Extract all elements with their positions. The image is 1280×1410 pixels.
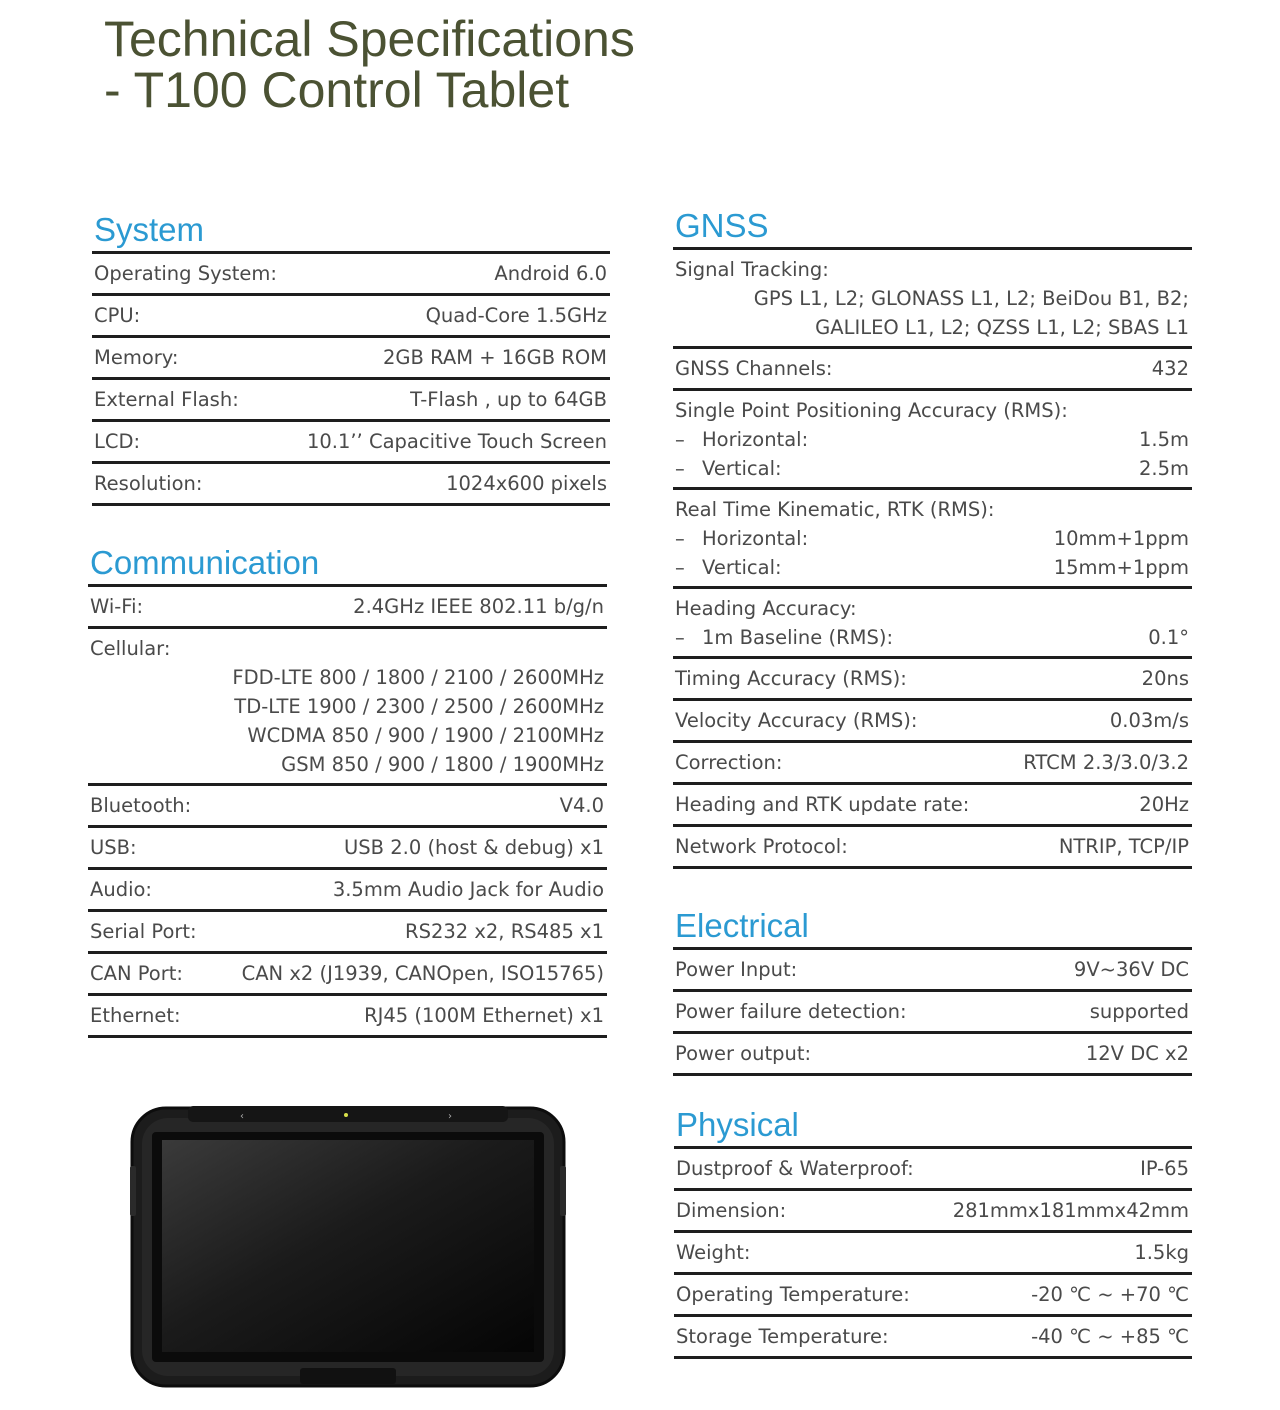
- spec-row: [92, 380, 610, 422]
- dash-marker: –: [675, 556, 685, 579]
- spec-label: Dimension:: [676, 1199, 787, 1222]
- spec-value: 0.1°: [1148, 626, 1189, 649]
- spec-label: Resolution:: [94, 472, 203, 495]
- spec-row: [92, 296, 610, 338]
- spec-value: 20Hz: [1139, 793, 1189, 816]
- spec-label: Bluetooth:: [90, 794, 192, 817]
- gnss-section: [673, 205, 1192, 869]
- spec-value: 20ns: [1141, 667, 1189, 690]
- electrical-section: [673, 905, 1192, 1076]
- spec-row: [88, 912, 607, 954]
- spec-row: [673, 701, 1192, 743]
- spec-value: 9V~36V DC: [1073, 958, 1189, 981]
- spec-row-spp: [673, 391, 1192, 490]
- spec-value: Android 6.0: [494, 262, 607, 285]
- spec-value: -20 ℃ ~ +70 ℃: [1031, 1283, 1189, 1306]
- spec-value-line: GSM 850 / 900 / 1800 / 1900MHz: [281, 753, 604, 776]
- spec-label: Heading and RTK update rate:: [675, 793, 970, 816]
- electrical-heading: Electrical: [673, 905, 1192, 950]
- spec-row: [674, 1233, 1192, 1275]
- spec-value: 12V DC x2: [1085, 1042, 1189, 1065]
- spec-label: Single Point Positioning Accuracy (RMS):: [675, 399, 1068, 422]
- spec-value: RTCM 2.3/3.0/3.2: [1023, 751, 1189, 774]
- spec-label: Weight:: [676, 1241, 751, 1264]
- spec-row: [674, 1191, 1192, 1233]
- spec-label: Network Protocol:: [675, 835, 848, 858]
- spec-row: [88, 954, 607, 996]
- spec-sub-label: Vertical:: [702, 556, 782, 579]
- spec-row: [92, 254, 610, 296]
- spec-row: [673, 1034, 1192, 1076]
- spec-value: 3.5mm Audio Jack for Audio: [332, 878, 604, 901]
- physical-section: [674, 1104, 1192, 1359]
- spec-row: [673, 659, 1192, 701]
- page-title-line1: Technical Specifications: [104, 11, 635, 67]
- spec-label: Heading Accuracy:: [675, 597, 857, 620]
- spec-value: RS232 x2, RS485 x1: [405, 920, 604, 943]
- spec-row: [673, 992, 1192, 1034]
- system-rows: [92, 254, 610, 506]
- spec-value: 10.1’’ Capacitive Touch Screen: [306, 430, 607, 453]
- spec-label: LCD:: [94, 430, 141, 453]
- spec-value: 2GB RAM + 16GB ROM: [383, 346, 607, 369]
- spec-value: 15mm+1ppm: [1053, 556, 1189, 579]
- spec-row-rtk: [673, 490, 1192, 589]
- spec-value-line: FDD-LTE 800 / 1800 / 2100 / 2600MHz: [232, 666, 604, 689]
- spec-row: [674, 1275, 1192, 1317]
- spec-label: Signal Tracking:: [675, 258, 829, 281]
- spec-row: [88, 870, 607, 912]
- spec-sub-label: Horizontal:: [702, 527, 809, 550]
- communication-section: [88, 542, 607, 1038]
- spec-value: NTRIP, TCP/IP: [1058, 835, 1189, 858]
- spec-row: [673, 743, 1192, 785]
- spec-row: [88, 786, 607, 828]
- spec-sub-label: 1m Baseline (RMS):: [702, 626, 894, 649]
- spec-value: 1024x600 pixels: [446, 472, 607, 495]
- spec-row: [674, 1317, 1192, 1359]
- svg-text:‹: ‹: [240, 1111, 244, 1122]
- spec-sub-label: Horizontal:: [702, 428, 809, 451]
- page-title-line2: - T100 Control Tablet: [104, 62, 570, 118]
- spec-label: Power output:: [675, 1042, 812, 1065]
- spec-value: T-Flash , up to 64GB: [410, 388, 607, 411]
- spec-value: supported: [1089, 1000, 1189, 1023]
- spec-value: 1.5m: [1138, 428, 1189, 451]
- spec-row: [673, 827, 1192, 869]
- communication-heading: Communication: [88, 542, 607, 587]
- spec-label: Real Time Kinematic, RTK (RMS):: [675, 498, 995, 521]
- spec-label: Velocity Accuracy (RMS):: [675, 709, 918, 732]
- spec-value: 281mmx181mmx42mm: [952, 1199, 1189, 1222]
- spec-label: Memory:: [94, 346, 179, 369]
- dash-marker: –: [675, 457, 685, 480]
- spec-row: [92, 338, 610, 380]
- spec-row: [92, 422, 610, 464]
- spec-label: Operating System:: [94, 262, 277, 285]
- spec-row: [88, 996, 607, 1038]
- spec-label: Correction:: [675, 751, 783, 774]
- svg-text:›: ›: [448, 1111, 452, 1122]
- spec-value: CAN x2 (J1939, CANOpen, ISO15765): [241, 962, 604, 985]
- spec-value: 2.4GHz IEEE 802.11 b/g/n: [353, 595, 604, 618]
- spec-value: 0.03m/s: [1109, 709, 1189, 732]
- spec-label: Timing Accuracy (RMS):: [675, 667, 907, 690]
- system-heading: System: [92, 209, 610, 254]
- dash-marker: –: [675, 527, 685, 550]
- spec-row: [673, 950, 1192, 992]
- system-section: [92, 209, 610, 506]
- spec-row: [674, 1149, 1192, 1191]
- spec-label: External Flash:: [94, 388, 239, 411]
- spec-row-signal-tracking: [673, 250, 1192, 349]
- spec-value-line: TD-LTE 1900 / 2300 / 2500 / 2600MHz: [234, 695, 604, 718]
- spec-value: 10mm+1ppm: [1053, 527, 1189, 550]
- spec-value: V4.0: [559, 794, 604, 817]
- spec-label: Dustproof & Waterproof:: [676, 1157, 914, 1180]
- spec-value: 1.5kg: [1134, 1241, 1189, 1264]
- spec-label: CAN Port:: [90, 962, 183, 985]
- spec-value: 2.5m: [1138, 457, 1189, 480]
- spec-row: [673, 349, 1192, 391]
- spec-label: Ethernet:: [90, 1004, 181, 1027]
- spec-row: [92, 464, 610, 506]
- spec-label: Storage Temperature:: [676, 1325, 889, 1348]
- spec-value-line: GALILEO L1, L2; QZSS L1, L2; SBAS L1: [815, 316, 1189, 339]
- spec-label: CPU:: [94, 304, 141, 327]
- spec-label: Cellular:: [90, 637, 171, 660]
- spec-row-wifi: [88, 587, 607, 629]
- spec-value: -40 ℃ ~ +85 ℃: [1031, 1325, 1189, 1348]
- spec-row: [88, 828, 607, 870]
- spec-label: GNSS Channels:: [675, 357, 833, 380]
- dash-marker: –: [675, 428, 685, 451]
- spec-row-cellular: [88, 629, 607, 786]
- tablet-product-image: [130, 1106, 566, 1388]
- spec-value: RJ45 (100M Ethernet) x1: [364, 1004, 604, 1027]
- spec-label: Audio:: [90, 878, 152, 901]
- spec-label: Power Input:: [675, 958, 798, 981]
- spec-value-line: GPS L1, L2; GLONASS L1, L2; BeiDou B1, B2;: [753, 287, 1189, 310]
- spec-label: Power failure detection:: [675, 1000, 907, 1023]
- tablet-illustration: [130, 1106, 566, 1388]
- spec-label: Serial Port:: [90, 920, 197, 943]
- spec-label: Wi-Fi:: [90, 595, 144, 618]
- spec-row: [673, 785, 1192, 827]
- spec-row-heading-accuracy: [673, 589, 1192, 659]
- spec-label: USB:: [90, 836, 137, 859]
- page-title: [104, 11, 635, 118]
- physical-heading: Physical: [674, 1104, 1192, 1149]
- spec-value: IP-65: [1140, 1157, 1189, 1180]
- spec-value: USB 2.0 (host & debug) x1: [344, 836, 604, 859]
- spec-value: 432: [1151, 357, 1189, 380]
- gnss-heading: GNSS: [673, 205, 1192, 250]
- spec-sub-label: Vertical:: [702, 457, 782, 480]
- dash-marker: –: [675, 626, 685, 649]
- spec-value: Quad-Core 1.5GHz: [425, 304, 607, 327]
- spec-label: Operating Temperature:: [676, 1283, 910, 1306]
- spec-value-line: WCDMA 850 / 900 / 1900 / 2100MHz: [247, 724, 604, 747]
